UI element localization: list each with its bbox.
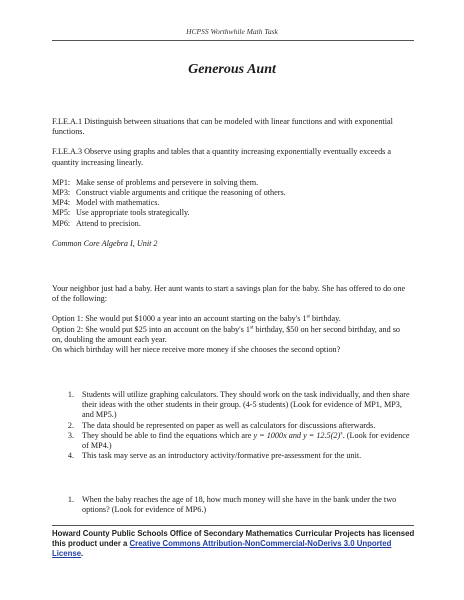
page-header: HCPSS Worthwhile Math Task xyxy=(186,27,278,36)
license-link[interactable]: Creative Commons Attribution-NonCommercial-NoDerivs 3.0 Unported License xyxy=(52,539,392,558)
page-title: Generous Aunt xyxy=(188,62,276,77)
note-item: 3. They should be able to find the equations which are y = 1000x and $y = 12.5(2)^x$. (Look for evidence of MP4.) xyxy=(67,430,410,451)
question-item: 1. When the baby reaches the age of 18, how much money will she have in the bank under the two options? (Look for evidence of MP6.) xyxy=(67,495,397,515)
problem-section xyxy=(52,284,412,355)
standard-flea3: F.LE.A.3 Observe using graphs and tables that a quantity increasing exponentially eventually exceeds a quantity increasing linearly. xyxy=(52,147,392,167)
option-1: Option 1: She would put $1000 a year into an account starting on the baby's 1st birthday. xyxy=(52,314,341,324)
course-label: Common Core Algebra I, Unit 2 xyxy=(52,238,158,248)
practice-item: MP5: Use appropriate tools strategically. xyxy=(52,208,190,218)
practice-item: MP3: Construct viable arguments and critique the reasoning of others. xyxy=(52,188,286,198)
practice-item: MP6: Attend to precision. xyxy=(52,218,141,228)
option-2: Option 2: She would put $25 into an account on the baby's 1st birthday, $50 on her second birthday, and so on, doubling the amount each year. xyxy=(52,324,401,344)
note-item: 2. The data should be represented on paper as well as calculators for discussions afterwards. xyxy=(67,420,376,430)
problem-intro: Your neighbor just had a baby. Her aunt wants to start a savings plan for the baby. She has offered to do one of the following: xyxy=(52,284,406,304)
standard-flea1: F.LE.A.1 Distinguish between situations that can be modeled with linear functions and with exponential functions. xyxy=(52,117,393,137)
header-rule xyxy=(52,40,414,41)
practice-item: MP4: Model with mathematics. xyxy=(52,198,160,208)
practices-list xyxy=(52,178,412,229)
license-footer: Howard County Public Schools Office of Secondary Mathematics Curricular Projects has licensed this product under a Creative Commons Attribution-NonCommercial-NoDerivs 3.0 Unported License. xyxy=(52,529,415,558)
standards-section xyxy=(52,117,412,249)
footer-rule xyxy=(52,525,414,526)
questions-section xyxy=(52,495,412,515)
note-item: 1. Students will utilize graphing calculators. They should work on the task individually, and then share their ideas with the other students in their group. (4-5 students) (Look for evidence of MP1, MP3, and MP5.) xyxy=(67,390,410,420)
note-item: 4. This task may serve as an introductory activity/formative pre-assessment for the unit. xyxy=(67,451,362,461)
practice-item: MP1: Make sense of problems and persevere in solving them. xyxy=(52,177,259,187)
problem-question: On which birthday will her niece receive more money if she chooses the second option? xyxy=(52,345,341,355)
teacher-notes xyxy=(52,390,412,461)
